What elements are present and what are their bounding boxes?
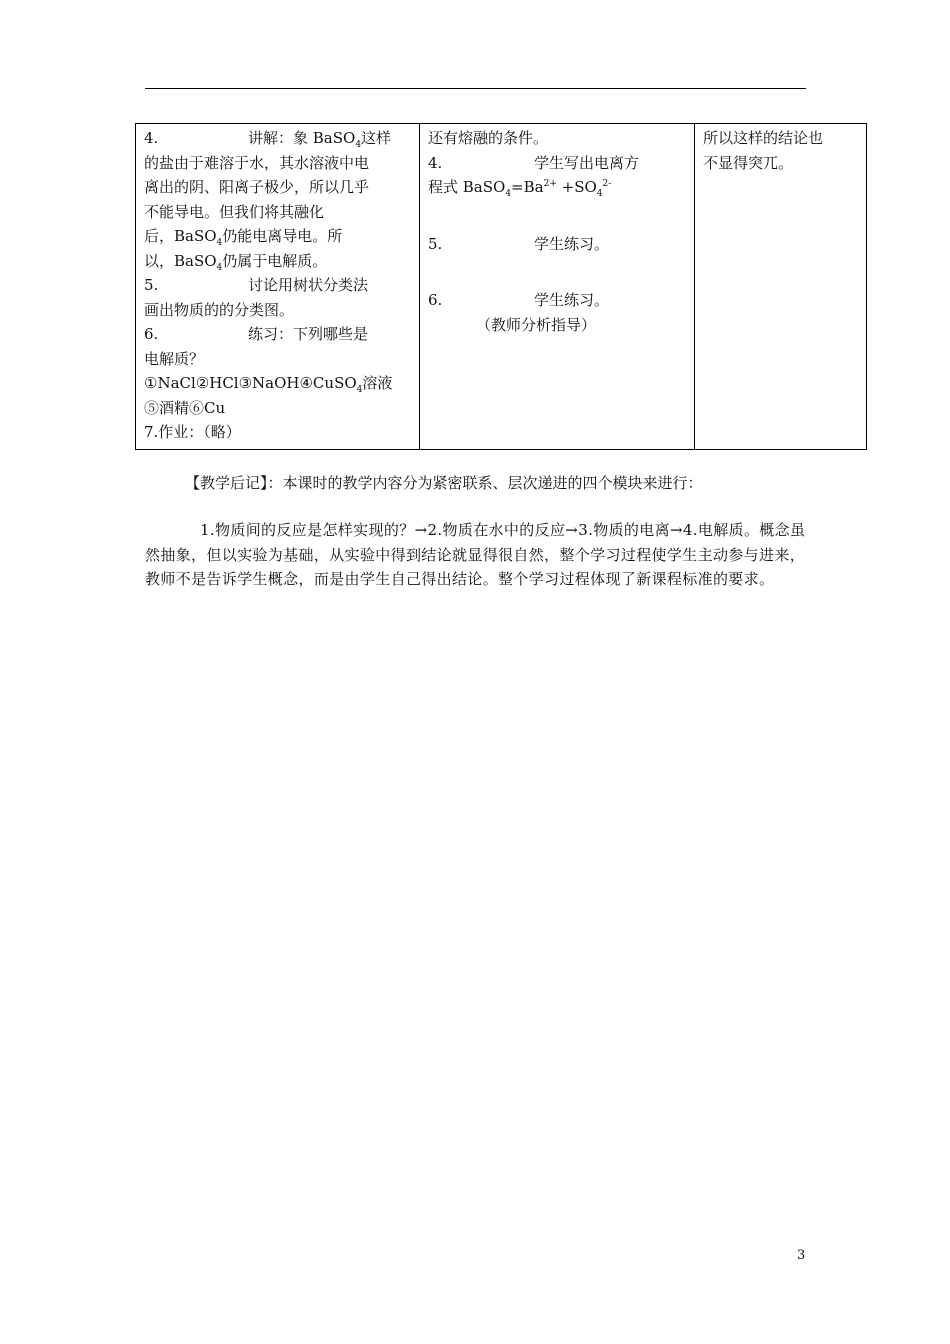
- line-text: 讨论用树状分类法: [248, 276, 369, 294]
- design-intent-cell: [695, 124, 867, 450]
- superscript: 2-: [602, 179, 612, 189]
- line-text: 还有熔融的条件。: [428, 129, 549, 147]
- line-text: 仍能电离导电。所: [222, 227, 343, 245]
- subscript: 4: [216, 238, 223, 248]
- line-text: 学生练习。: [534, 291, 610, 309]
- subscript: 4: [356, 385, 363, 395]
- line-text: ①NaCl②HCl③NaOH④CuSO: [144, 374, 357, 392]
- line-text: 学生练习。: [534, 234, 610, 253]
- line-text: 学生写出电离方: [534, 153, 640, 172]
- table-row: [136, 124, 867, 450]
- subscript: 4: [355, 140, 362, 150]
- line-text: 溶液: [362, 374, 393, 392]
- item-number: 4.: [144, 129, 159, 147]
- line-text: 所以这样的结论也: [703, 129, 824, 147]
- item-number: 4.: [428, 153, 443, 172]
- item-number: 5.: [144, 276, 159, 294]
- line-text: 后，BaSO: [144, 227, 217, 245]
- item-number: 6.: [144, 325, 159, 343]
- header-rule: [145, 88, 806, 89]
- superscript: 2+: [543, 179, 557, 189]
- ionization-equation: [428, 175, 686, 200]
- line-text: 仍属于电解质。: [222, 251, 328, 270]
- subscript: 4: [596, 189, 603, 199]
- lesson-table: [135, 123, 867, 450]
- afterword-heading: 【教学后记】：本课时的教学内容分为紧密联系、层次递进的四个模块来进行：: [185, 474, 703, 492]
- line-text: 程式 BaSO: [428, 178, 506, 196]
- subscript: 4: [505, 189, 512, 199]
- line-text: 画出物质的的分类图。: [144, 300, 295, 319]
- line-text: 不显得突兀。: [703, 153, 794, 172]
- line-text: （教师分析指导）: [476, 315, 597, 334]
- line-text: 以，BaSO: [144, 251, 217, 270]
- line-text: +SO: [556, 178, 597, 196]
- line-text: 7.作业：（略）: [144, 423, 241, 441]
- line-text: 不能导电。但我们将其融化: [144, 202, 325, 221]
- line-text: ⑤酒精⑥Cu: [144, 398, 226, 417]
- line-text: 这样: [361, 129, 392, 147]
- item-number: 6.: [428, 291, 443, 309]
- subscript: 4: [216, 262, 223, 273]
- line-text: 讲解：象 BaSO: [248, 129, 356, 147]
- student-activity-cell: [420, 124, 695, 450]
- line-text: 的盐由于难溶于水，其水溶液中电: [144, 153, 370, 172]
- line-text: 电解质？: [144, 349, 205, 368]
- item-number: 5.: [428, 234, 443, 253]
- line-text: 练习：下列哪些是: [248, 325, 369, 343]
- line-text: 离出的阴、阳离子极少，所以几乎: [144, 178, 370, 196]
- line-text: =Ba: [511, 178, 544, 196]
- afterword-paragraph: 1.物质间的反应是怎样实现的？→2.物质在水中的反应→3.物质的电离→4.电解质。概念虽然抽象，但以实验为基础，从实验中得到结论就显得很自然，整个学习过程使学生主动参与进来，教师不是告诉学生概念，而是由学生自己得出结论。整个学习过程体现了新课程标准的要求。: [145, 521, 806, 588]
- page-number: 3: [797, 1248, 806, 1263]
- teacher-activity-cell: [136, 124, 420, 450]
